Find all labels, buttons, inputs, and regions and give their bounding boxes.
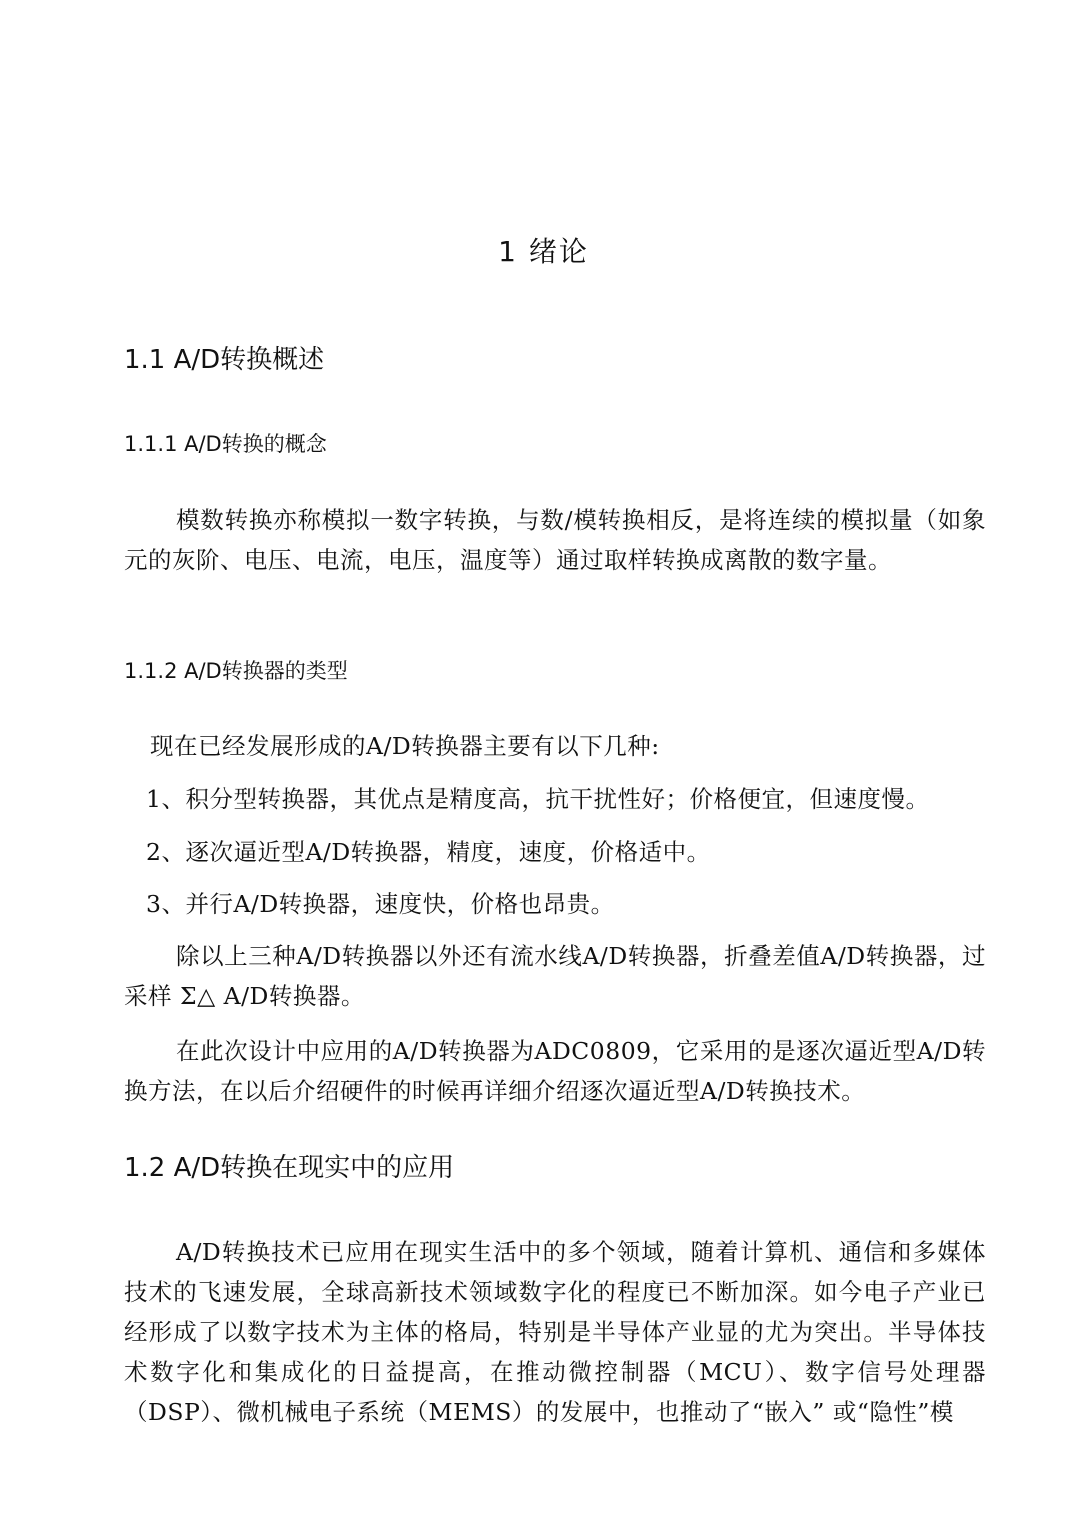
subsection-heading-1-1-1: 1.1.1 A/D转换的概念: [124, 432, 327, 456]
subsection-heading-1-1-2: 1.1.2 A/D转换器的类型: [124, 659, 348, 683]
list-item: 3、并行A/D转换器，速度快，价格也昂贵。: [146, 890, 615, 918]
section-heading-1-1: 1.1 A/D转换概述: [124, 345, 325, 375]
list-item: 2、逐次逼近型A/D转换器，精度，速度，价格适中。: [146, 838, 711, 866]
paragraph-ad-applications: A/D转换技术已应用在现实生活中的多个领域，随着计算机、通信和多媒体技术的飞速发展，全球高新技术领域数字化的程度已不断加深。如今电子产业已经形成了以数字技术为主体的格局，特别是半导体产业显的尤为突出。半导体技术数字化和集成化的日益提高，在推动微控制器（MCU）、数字信号处理器（DSP）、微机械电子系统（MEMS）的发展中，也推动了“嵌入” 或“隐性”模: [124, 1238, 986, 1426]
converter-types-intro: 现在已经发展形成的A/D转换器主要有以下几种:: [150, 732, 660, 760]
section-heading-1-2: 1.2 A/D转换在现实中的应用: [124, 1153, 455, 1183]
paragraph-ad-concept: 模数转换亦称模拟一数字转换，与数/模转换相反，是将连续的模拟量（如象元的灰阶、电压、电流，电压，温度等）通过取样转换成离散的数字量。: [124, 506, 986, 574]
paragraph-design-adc0809: 在此次设计中应用的A/D转换器为ADC0809，它采用的是逐次逼近型A/D转换方法，在以后介绍硬件的时候再详细介绍逐次逼近型A/D转换技术。: [124, 1037, 986, 1105]
chapter-title: 1 绪论: [498, 235, 589, 268]
paragraph-other-converters: 除以上三种A/D转换器以外还有流水线A/D转换器，折叠差值A/D转换器，过采样 Σ△ A/D转换器。: [124, 942, 986, 1010]
list-item: 1、积分型转换器，其优点是精度高，抗干扰性好；价格便宜，但速度慢。: [146, 785, 930, 813]
